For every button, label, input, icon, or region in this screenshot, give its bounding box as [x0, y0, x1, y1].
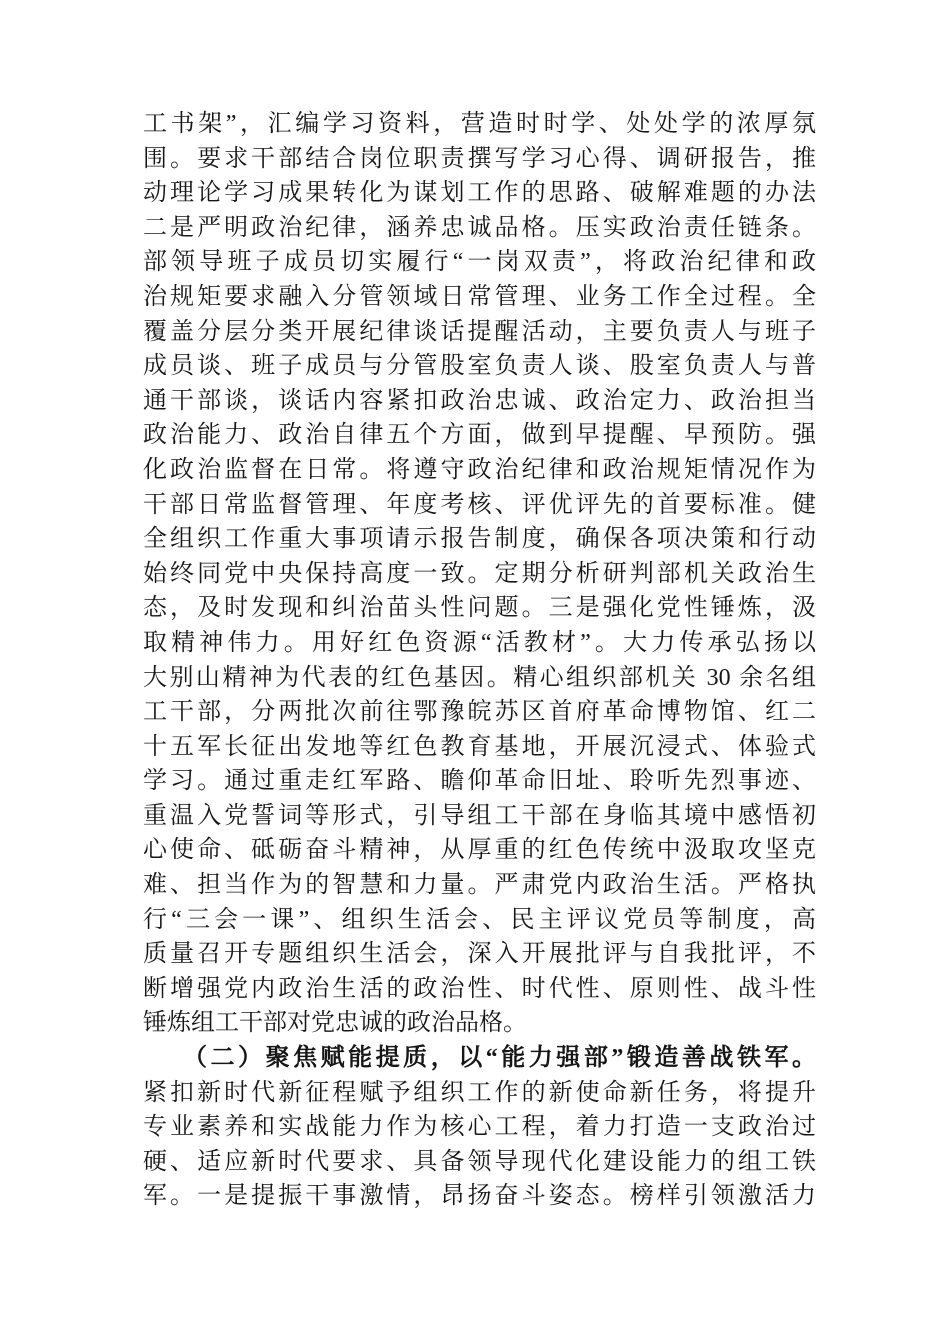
body-line-paragraph-end: 锤炼组工干部对党忠诚的政治品格。 — [143, 1010, 527, 1037]
body-line: 围。要求干部结合岗位职责撰写学习心得、调研报告，推 — [143, 145, 816, 172]
section-heading-line: （二）聚焦赋能提质，以“能力强部”锻造善战铁军。 — [183, 1045, 816, 1072]
body-line: 动理论学习成果转化为谋划工作的思路、破解难题的办法 — [143, 180, 816, 207]
body-line: 化政治监督在日常。将遵守政治纪律和政治规矩情况作为 — [143, 456, 816, 483]
body-line: 重温入党誓词等形式，引导组工干部在身临其境中感悟初 — [143, 802, 816, 829]
text-column — [143, 107, 816, 1214]
body-line: 干部日常监督管理、年度考核、评优评先的首要标准。健 — [143, 491, 816, 518]
body-line: 态，及时发现和纠治苗头性问题。三是强化党性锤炼，汲 — [143, 595, 816, 622]
body-line: 硬、适应新时代要求、具备领导现代化建设能力的组工铁 — [143, 1148, 816, 1175]
body-line: 全组织工作重大事项请示报告制度，确保各项决策和行动 — [143, 526, 816, 553]
body-line: 紧扣新时代新征程赋予组织工作的新使命新任务，将提升 — [143, 1079, 816, 1106]
body-line: 覆盖分层分类开展纪律谈话提醒活动，主要负责人与班子 — [143, 318, 816, 345]
body-line: 心使命、砥砺奋斗精神，从厚重的红色传统中汲取攻坚克 — [143, 837, 816, 864]
body-line: 难、担当作为的智慧和力量。严肃党内政治生活。严格执 — [143, 872, 816, 899]
body-line: 质量召开专题组织生活会，深入开展批评与自我批评，不 — [143, 941, 816, 968]
body-line: 工干部，分两批次前往鄂豫皖苏区首府革命博物馆、红二 — [143, 699, 816, 726]
body-line: 取精神伟力。用好红色资源“活教材”。大力传承弘扬以 — [143, 629, 816, 656]
body-line: 二是严明政治纪律，涵养忠诚品格。压实政治责任链条。 — [143, 214, 816, 241]
body-line: 大别山精神为代表的红色基因。精心组织部机关 30 余名组 — [143, 664, 816, 691]
body-line: 成员谈、班子成员与分管股室负责人谈、股室负责人与普 — [143, 353, 816, 380]
body-line: 政治能力、政治自律五个方面，做到早提醒、早预防。强 — [143, 422, 816, 449]
body-line: 通干部谈，谈话内容紧扣政治忠诚、政治定力、政治担当 — [143, 387, 816, 414]
body-line: 治规矩要求融入分管领域日常管理、业务工作全过程。全 — [143, 283, 816, 310]
body-line: 十五军长征出发地等红色教育基地，开展沉浸式、体验式 — [143, 733, 816, 760]
body-line: 学习。通过重走红军路、瞻仰革命旧址、聆听先烈事迹、 — [143, 768, 816, 795]
body-line: 行“三会一课”、组织生活会、民主评议党员等制度，高 — [143, 906, 816, 933]
body-line: 军。一是提振干事激情，昂扬奋斗姿态。榜样引领激活力 — [143, 1183, 816, 1210]
body-line: 部领导班子成员切实履行“一岗双责”，将政治纪律和政 — [143, 249, 816, 276]
body-line: 断增强党内政治生活的政治性、时代性、原则性、战斗性 — [143, 975, 816, 1002]
body-line: 始终同党中央保持高度一致。定期分析研判部机关政治生 — [143, 560, 816, 587]
body-line: 专业素养和实战能力作为核心工程，着力打造一支政治过 — [143, 1114, 816, 1141]
body-line: 工书架”，汇编学习资料，营造时时学、处处学的浓厚氛 — [143, 111, 816, 137]
